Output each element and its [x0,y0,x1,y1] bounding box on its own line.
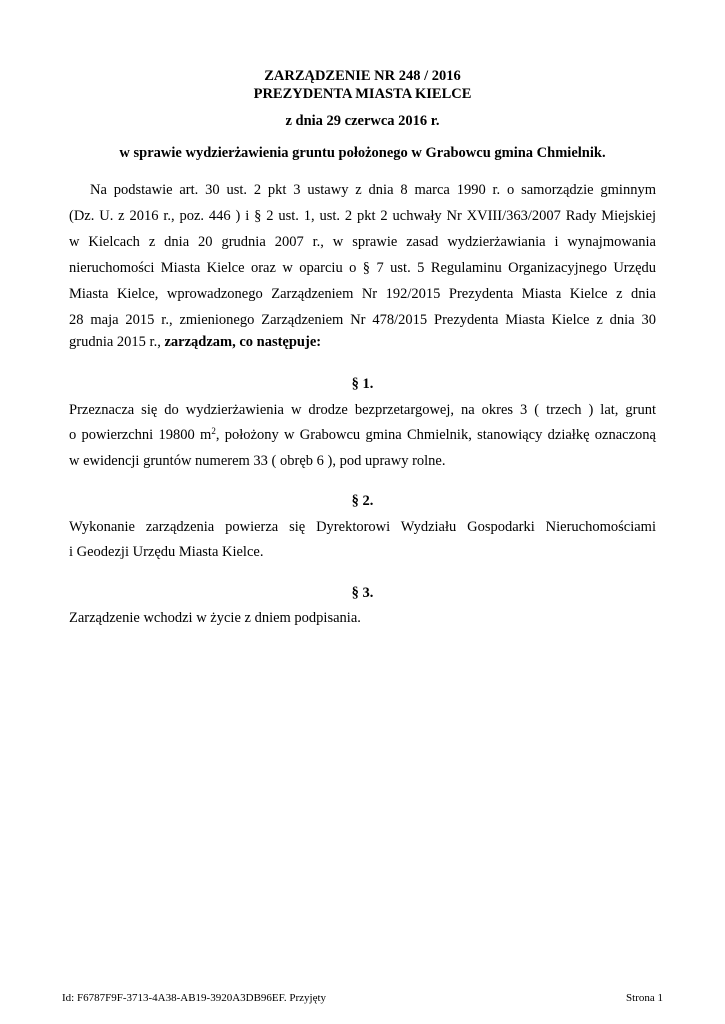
section-3-heading: § 3. [351,585,374,601]
section-1-line: w ewidencji gruntów numerem 33 ( obręb 6 ), pod uprawy rolne. [69,453,446,469]
section-1-line [69,426,656,444]
section-1-line: Przeznacza się do wydzierżawienia w drodze bezprzetargowej, na okres 3 ( trzech ) lat, grunt [69,402,656,418]
preamble-line: 28 maja 2015 r., zmienionego Zarządzeniem Nr 478/2015 Prezydenta Miasta Kielce z dnia 30 [69,312,656,328]
section-2-line: Wykonanie zarządzenia powierza się Dyrektorowi Wydziału Gospodarki Nieruchomościami [69,519,656,535]
section-2-line: i Geodezji Urzędu Miasta Kielce. [69,544,264,560]
preamble-line: nieruchomości Miasta Kielce oraz w oparciu o § 7 ust. 5 Regulaminu Organizacyjnego Urzędu [69,260,656,276]
footer-page-number: Strona 1 [626,992,663,1004]
document-date: z dnia 29 czerwca 2016 r. [285,113,440,129]
preamble-last-line [69,333,656,351]
section-1-heading: § 1. [351,376,374,392]
document-title-line2: PREZYDENTA MIASTA KIELCE [253,86,472,102]
preamble-line: w Kielcach z dnia 20 grudnia 2007 r., w sprawie zasad wydzierżawiania i wynajmowania [69,234,656,250]
footer-document-id: Id: F6787F9F-3713-4A38-AB19-3920A3DB96EF. Przyjęty [62,992,327,1004]
preamble-last-text: grudnia 2015 r., [69,334,165,350]
preamble-line: Miasta Kielce, wprowadzonego Zarządzeniem Nr 192/2015 Prezydenta Miasta Kielce z dnia [69,286,656,302]
section-2-heading: § 2. [351,493,374,509]
section-3-line: Zarządzenie wchodzi w życie z dniem podpisania. [69,610,361,626]
preamble-enactment: zarządzam, co następuje: [164,334,322,350]
preamble-line: Na podstawie art. 30 ust. 2 pkt 3 ustawy z dnia 8 marca 1990 r. o samorządzie gminnym [90,182,656,198]
preamble-line: (Dz. U. z 2016 r., poz. 446 ) i § 2 ust. 1, ust. 2 pkt 2 uchwały Nr XVIII/363/2007 Rady Miejskiej [69,208,656,224]
section-1-area-sup: 2 [211,426,216,436]
section-1-area-rest: , położony w Grabowcu gmina Chmielnik, stanowiący działkę oznaczoną [215,427,656,443]
document-title-line1: ZARZĄDZENIE NR 248 / 2016 [264,68,461,84]
document-subject: w sprawie wydzierżawienia gruntu położonego w Grabowcu gmina Chmielnik. [119,145,606,161]
section-1-area-text: o powierzchni 19800 m [69,427,212,443]
